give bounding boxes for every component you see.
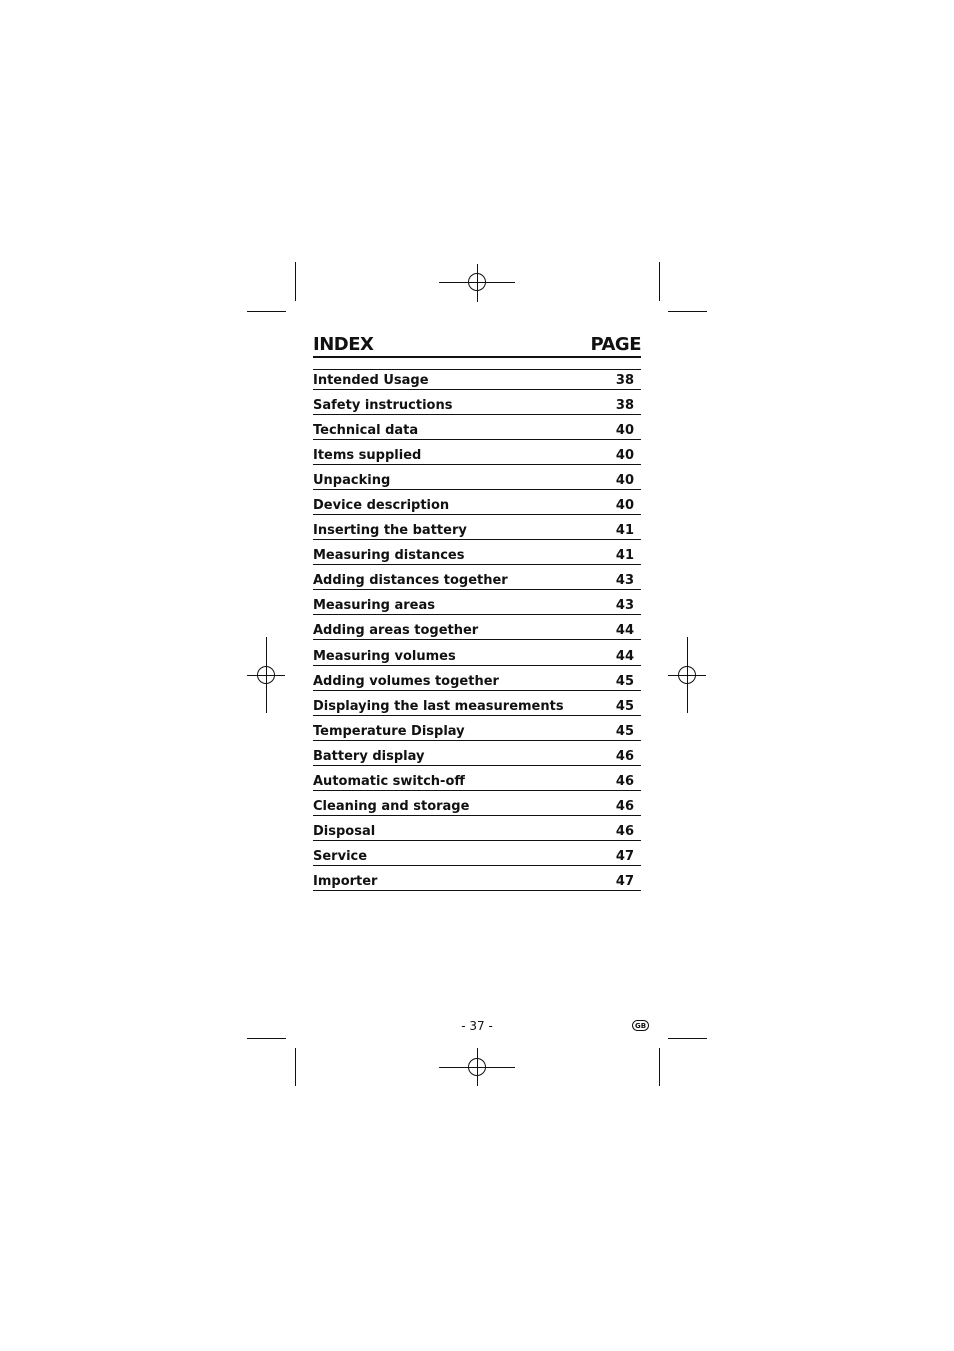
toc-row[interactable]: [313, 772, 641, 792]
crop-mark: [659, 262, 660, 301]
toc-row[interactable]: [313, 445, 641, 465]
toc-entry-title: Importer: [313, 874, 378, 890]
index-header: [313, 332, 641, 358]
toc-row[interactable]: [313, 571, 641, 591]
toc-entry-title: Items supplied: [313, 447, 422, 463]
toc-row[interactable]: [313, 872, 641, 892]
toc-row[interactable]: [313, 822, 641, 842]
toc-row[interactable]: [313, 696, 641, 716]
toc-entry-title: Unpacking: [313, 472, 391, 488]
registration-circle: [468, 1058, 486, 1076]
toc-row[interactable]: [313, 370, 641, 390]
crop-mark: [668, 311, 707, 312]
registration-circle: [468, 273, 486, 291]
toc-row[interactable]: [313, 721, 641, 741]
toc-entry-title: Displaying the last measurements: [313, 698, 564, 714]
toc-entry-title: Disposal: [313, 824, 376, 840]
crop-mark: [659, 1048, 660, 1086]
toc-entry-page: 47: [615, 874, 634, 890]
index-section: [313, 332, 641, 897]
toc-row[interactable]: [313, 395, 641, 415]
toc-row[interactable]: [313, 671, 641, 691]
toc-entry-title: Cleaning and storage: [313, 799, 470, 815]
toc-entry-title: Measuring areas: [313, 598, 435, 614]
toc-entry-title: Measuring distances: [313, 548, 465, 564]
crop-mark: [295, 262, 296, 301]
toc-entry-page: 45: [615, 673, 634, 689]
toc-entry-page: 43: [615, 598, 634, 614]
toc-entry-page: 41: [615, 548, 634, 564]
toc-entry-page: 38: [615, 372, 634, 388]
crop-mark: [247, 1038, 286, 1039]
toc-entry-title: Safety instructions: [313, 397, 453, 413]
toc-entry-page: 43: [615, 573, 634, 589]
toc-entry-page: 44: [615, 648, 634, 664]
language-badge: GB: [632, 1020, 649, 1031]
page-number: - 37 -: [461, 1019, 493, 1033]
toc-entry-title: Measuring volumes: [313, 648, 456, 664]
toc-row[interactable]: [313, 621, 641, 641]
toc-entry-title: Device description: [313, 497, 450, 513]
toc-entry-page: 40: [615, 497, 634, 513]
toc-entry-page: 38: [615, 397, 634, 413]
toc-entry-title: Inserting the battery: [313, 523, 467, 539]
toc-entry-page: 47: [615, 849, 634, 865]
toc-row[interactable]: [313, 420, 641, 440]
index-heading: INDEX: [313, 334, 374, 355]
toc-entry-page: 45: [615, 698, 634, 714]
toc-row[interactable]: [313, 646, 641, 666]
toc-entry-title: Service: [313, 849, 368, 865]
toc-entry-page: 46: [615, 824, 634, 840]
toc-entry-title: Adding volumes together: [313, 673, 499, 689]
toc-entry-title: Intended Usage: [313, 372, 429, 388]
registration-circle: [257, 666, 275, 684]
toc-row[interactable]: [313, 847, 641, 867]
toc-row[interactable]: [313, 746, 641, 766]
crop-mark: [668, 1038, 707, 1039]
crop-mark: [295, 1048, 296, 1086]
toc-row[interactable]: [313, 546, 641, 566]
toc-row[interactable]: [313, 495, 641, 515]
table-of-contents: [313, 369, 641, 891]
toc-entry-page: 40: [615, 447, 634, 463]
registration-circle: [678, 666, 696, 684]
page-heading: PAGE: [590, 334, 641, 355]
toc-entry-page: 44: [615, 623, 634, 639]
toc-entry-page: 40: [615, 472, 634, 488]
toc-entry-page: 46: [615, 748, 634, 764]
toc-entry-page: 41: [615, 523, 634, 539]
crop-mark: [247, 311, 286, 312]
toc-entry-title: Battery display: [313, 748, 425, 764]
toc-row[interactable]: [313, 521, 641, 541]
toc-entry-title: Adding areas together: [313, 623, 479, 639]
toc-row[interactable]: [313, 797, 641, 817]
toc-entry-title: Adding distances together: [313, 573, 508, 589]
toc-entry-title: Automatic switch-off: [313, 774, 465, 789]
toc-row[interactable]: [313, 596, 641, 616]
toc-entry-page: 45: [615, 723, 634, 739]
toc-entry-page: 46: [615, 799, 634, 815]
toc-entry-title: Technical data: [313, 422, 419, 438]
toc-entry-title: Temperature Display: [313, 723, 465, 739]
toc-entry-page: 46: [615, 774, 634, 789]
toc-entry-page: 40: [615, 422, 634, 438]
toc-row[interactable]: [313, 470, 641, 490]
